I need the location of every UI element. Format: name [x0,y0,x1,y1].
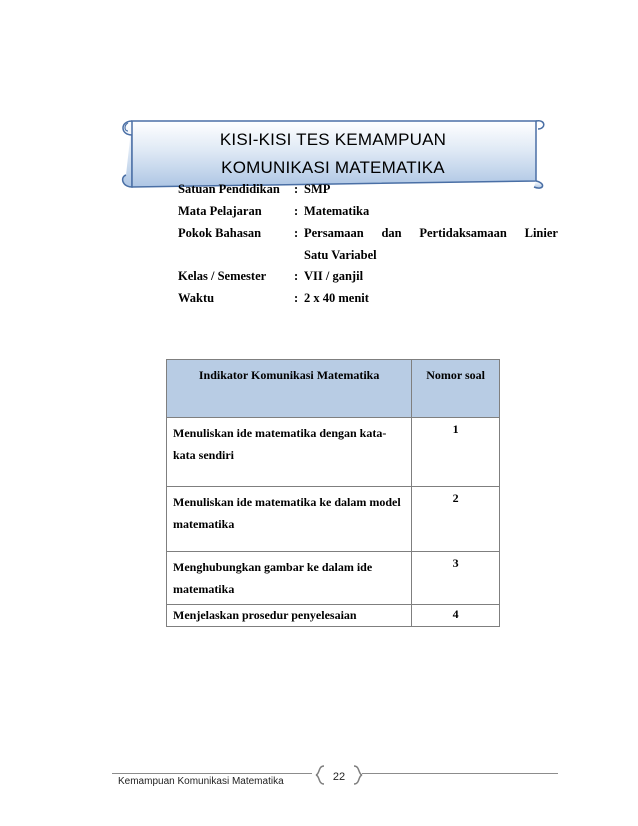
indicator-line: Menjelaskan prosedur penyelesaian [173,608,357,622]
meta-value: SMP [304,182,331,196]
meta-value: 2 x 40 menit [304,291,369,305]
meta-label: Satuan Pendidikan [178,182,280,196]
meta-label: Pokok Bahasan [178,226,262,240]
indicator-cell [167,418,412,487]
indicator-line: kata sendiri [173,448,235,462]
meta-value-word: Pertidaksamaan [419,226,507,240]
meta-value: VII / ganjil [304,269,364,283]
meta-value: Matematika [304,204,370,218]
meta-value-word: Linier [524,226,558,240]
indicator-table [166,359,500,627]
meta-value-word: dan [381,226,402,240]
banner-title-line2: KOMUNIKASI MATEMATIKA [221,158,445,177]
meta-value-justified [304,226,558,241]
indicator-line: matematika [173,517,235,531]
meta-value: Satu Variabel [304,248,377,262]
meta-label: Kelas / Semester [178,269,267,283]
table-row [167,418,500,487]
indicator-cell [167,487,412,552]
meta-colon: : [294,204,299,218]
indicator-line: Menuliskan ide matematika ke dalam model [173,495,401,509]
meta-colon: : [294,226,299,240]
meta-value-word: Persamaan [304,226,364,240]
meta-colon: : [294,291,299,305]
header-indikator: Indikator Komunikasi Matematika [167,360,412,418]
banner-title-line1: KISI-KISI TES KEMAMPUAN [219,130,447,149]
table-row [167,605,500,627]
nomor-cell: 2 [412,487,500,552]
meta-label: Mata Pelajaran [178,204,262,218]
footer-rule-right [362,773,558,774]
table-row [167,487,500,552]
nomor-cell: 3 [412,552,500,605]
indicator-cell [167,552,412,605]
table-row [167,552,500,605]
meta-colon: : [294,182,299,196]
indicator-line: Menuliskan ide matematika dengan kata- [173,426,387,440]
table-header-row [167,360,500,418]
nomor-cell: 1 [412,418,500,487]
footer-title: Kemampuan Komunikasi Matematika [118,776,284,787]
indicator-line: Menghubungkan gambar ke dalam ide [173,560,373,574]
indicator-line: matematika [173,582,235,596]
footer-rule-left [112,773,312,774]
meta-label: Waktu [178,291,215,305]
page-number: 22 [332,771,346,783]
meta-colon: : [294,269,299,283]
nomor-cell: 4 [412,605,500,627]
indicator-cell [167,605,412,627]
header-nomor: Nomor soal [412,360,500,418]
